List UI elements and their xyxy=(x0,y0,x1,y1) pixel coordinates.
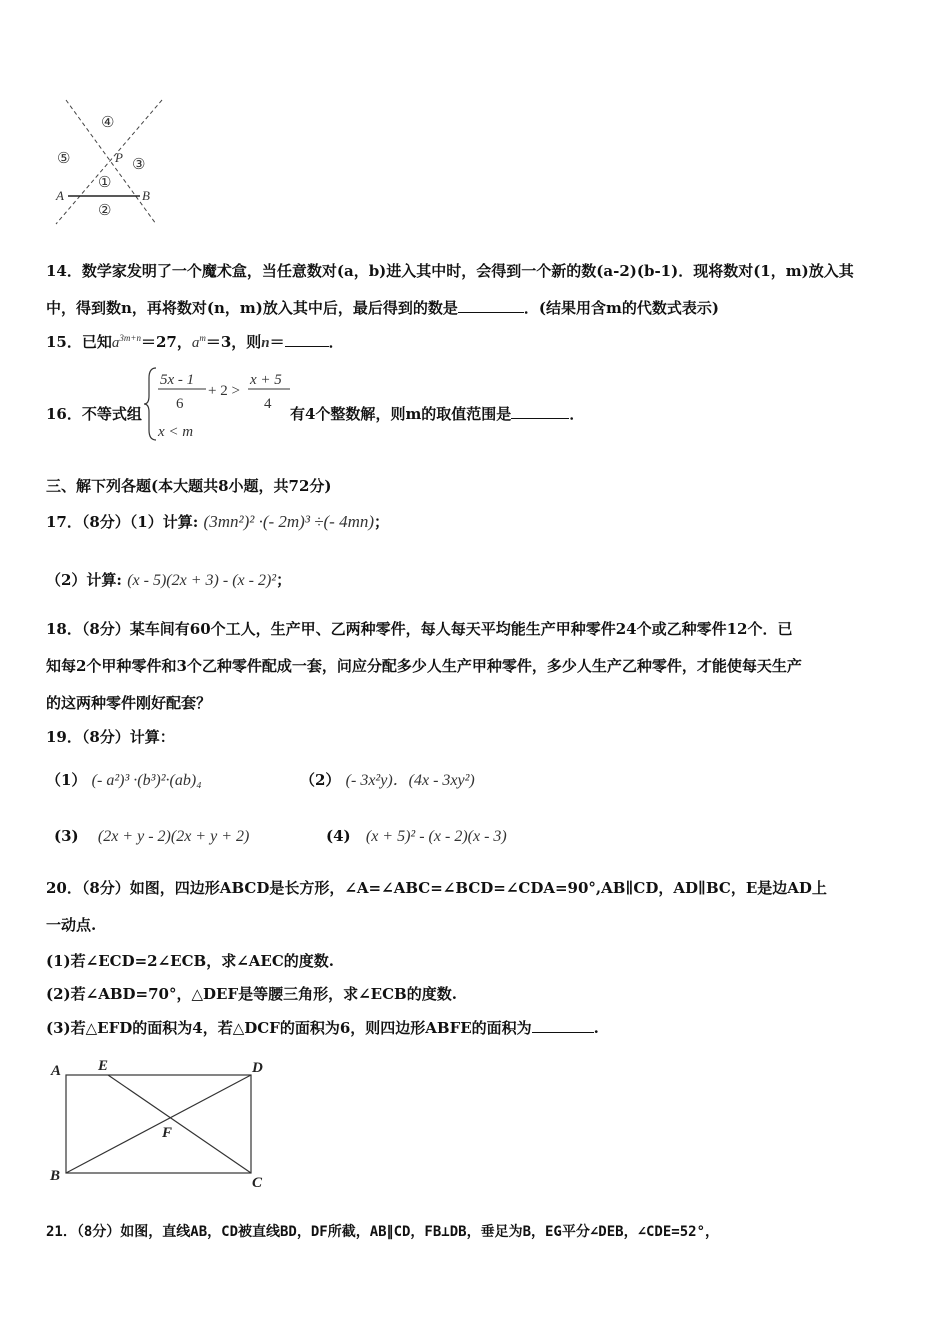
q17-part2-end: ； xyxy=(276,571,292,589)
fig20-label-d: D xyxy=(252,1060,263,1076)
q15-end: ． xyxy=(328,333,344,351)
fig13-label-1: ① xyxy=(98,175,112,191)
q19-part4-expression: (x + 5)² - (x - 2)(x - 3) xyxy=(365,828,507,845)
q19-part2-label: （2） xyxy=(300,771,341,789)
fig20-label-b: B xyxy=(50,1168,61,1184)
figure-13-diagram xyxy=(46,92,176,232)
q20-line-1: 20．（8分）如图，四边形ABCD是长方形，∠A=∠ABC=∠BCD=∠CDA=90°,AB∥CD，AD∥BC，E是边AD上 xyxy=(46,879,827,897)
fig13-label-p: P xyxy=(115,150,123,165)
q14-line-1: 14．数学家发明了一个魔术盒，当任意数对(a，b)进入其中时，会得到一个新的数(a-2)(b-1)．现将数对(1，m)放入其 xyxy=(46,262,854,280)
q21-line-1: 21．（8分）如图，直线AB，CD被直线BD，DF所截，AB∥CD，FB⊥DB，垂足为B，EG平分∠DEB，∠CDE=52°， xyxy=(46,1224,720,1240)
q19-part1-label: （1） xyxy=(46,771,87,789)
q16-denominator-2: 4 xyxy=(264,396,272,412)
fig20-line-ec xyxy=(108,1075,251,1173)
q16-numerator-1: 5x - 1 xyxy=(160,372,195,388)
q15-eq1: ＝27， xyxy=(140,333,192,351)
q16-suffix: 有4个整数解，则m的取值范围是 xyxy=(290,405,512,423)
q15-n: n xyxy=(261,335,270,351)
q18-line-1: 18．（8分）某车间有60个工人，生产甲、乙两种零件，每人每天平均能生产甲种零件24个或乙种零件12个．已 xyxy=(46,620,793,638)
q15-eq2: ＝3，则 xyxy=(205,333,262,351)
q15-prefix: 15．已知 xyxy=(46,333,112,351)
q19-part4 xyxy=(326,826,507,847)
q15-a2: a xyxy=(191,335,200,351)
q20-line-2: 一动点. xyxy=(46,916,97,934)
q14-line-2 xyxy=(46,298,719,318)
q19-part4-label: (4) xyxy=(326,827,351,845)
q20-part-3-text: (3)若△EFD的面积为4，若△DCF的面积为6，则四边形ABFE的面积为 xyxy=(46,1019,532,1037)
q16-prefix: 16．不等式组 xyxy=(46,405,142,423)
fig13-label-a: A xyxy=(56,188,64,203)
q14-text-a: 中，得到数n，再将数对(n，m)放入其中后，最后得到的数是 xyxy=(46,299,458,317)
q15-answer-blank[interactable] xyxy=(285,332,329,347)
q16-end: ． xyxy=(569,405,585,423)
fig20-label-c: C xyxy=(252,1175,263,1191)
q17-part2-label: （2）计算: xyxy=(46,571,122,589)
q19-part2 xyxy=(300,770,475,791)
q14-answer-blank[interactable] xyxy=(458,298,524,313)
q17-part1 xyxy=(46,512,389,532)
q14-text-b: ．(结果用含m的代数式表示) xyxy=(523,299,719,317)
q15-a1: a xyxy=(111,335,120,351)
q19-part3-expression: (2x + y - 2)(2x + y + 2) xyxy=(97,828,250,845)
q19-part1-expression: (- a²)³ ·(b³)²·(ab)₄ xyxy=(91,772,202,789)
fig20-label-e: E xyxy=(98,1058,109,1074)
q17-part1-label: 17．（8分）（1）计算: xyxy=(46,513,199,531)
q17-part1-end: ； xyxy=(374,513,390,531)
q16-numerator-2: x + 5 xyxy=(250,372,282,388)
q20-answer-blank[interactable] xyxy=(532,1018,594,1033)
q15-exp1: 3m+n xyxy=(119,333,141,343)
section-3-header: 三、解下列各题(本大题共8小题，共72分) xyxy=(46,477,332,495)
q20-part-3-end: . xyxy=(593,1019,599,1037)
q19-part2-expression: (- 3x²y)．(4x - 3xy²) xyxy=(345,772,475,789)
fig13-label-2: ② xyxy=(98,203,112,219)
q15-exp2: m xyxy=(199,333,206,343)
q17-part2 xyxy=(46,570,291,591)
q17-part2-expression: (x - 5)(2x + 3) - (x - 2)² xyxy=(127,572,277,589)
q18-line-2: 知每2个甲种零件和3个乙种零件配成一套，问应分配多少人生产甲种零件，多少人生产乙种零件，才能使每天生产 xyxy=(46,657,802,675)
fig20-label-a: A xyxy=(51,1063,62,1079)
q20-part-1: (1)若∠ECD=2∠ECB，求∠AEC的度数. xyxy=(46,952,335,970)
q19-part1 xyxy=(46,770,202,791)
q16-second-inequality: x < m xyxy=(158,424,194,440)
fig20-label-f: F xyxy=(162,1125,173,1141)
q19-title: 19．（8分）计算： xyxy=(46,728,175,746)
q16-plus-two: + 2 > xyxy=(208,383,240,399)
figure-20-rectangle xyxy=(46,1052,286,1197)
fig13-label-4: ④ xyxy=(101,115,115,131)
q16-answer-blank[interactable] xyxy=(511,404,569,419)
fig13-label-b: B xyxy=(142,188,150,203)
q20-part-3 xyxy=(46,1018,599,1038)
q19-part3-label: (3) xyxy=(54,827,79,845)
q16-suffix-line xyxy=(290,404,584,424)
q19-part3 xyxy=(54,826,249,847)
q15-line xyxy=(46,332,344,353)
fig13-label-3: ③ xyxy=(132,157,146,173)
q18-line-3: 的这两种零件刚好配套？ xyxy=(46,694,212,712)
q17-part1-expression: (3mn²)² ·(- 2m)³ ÷(- 4mn) xyxy=(203,512,375,531)
q16-denominator-1: 6 xyxy=(176,396,184,412)
q15-eq3: ＝ xyxy=(269,333,285,351)
fig13-label-5: ⑤ xyxy=(57,151,71,167)
q16-inequality-system xyxy=(144,364,294,444)
fig20-line-bd xyxy=(66,1075,251,1173)
q20-part-2: (2)若∠ABD=70°，△DEF是等腰三角形，求∠ECB的度数. xyxy=(46,985,457,1003)
q16-brace xyxy=(144,368,156,440)
